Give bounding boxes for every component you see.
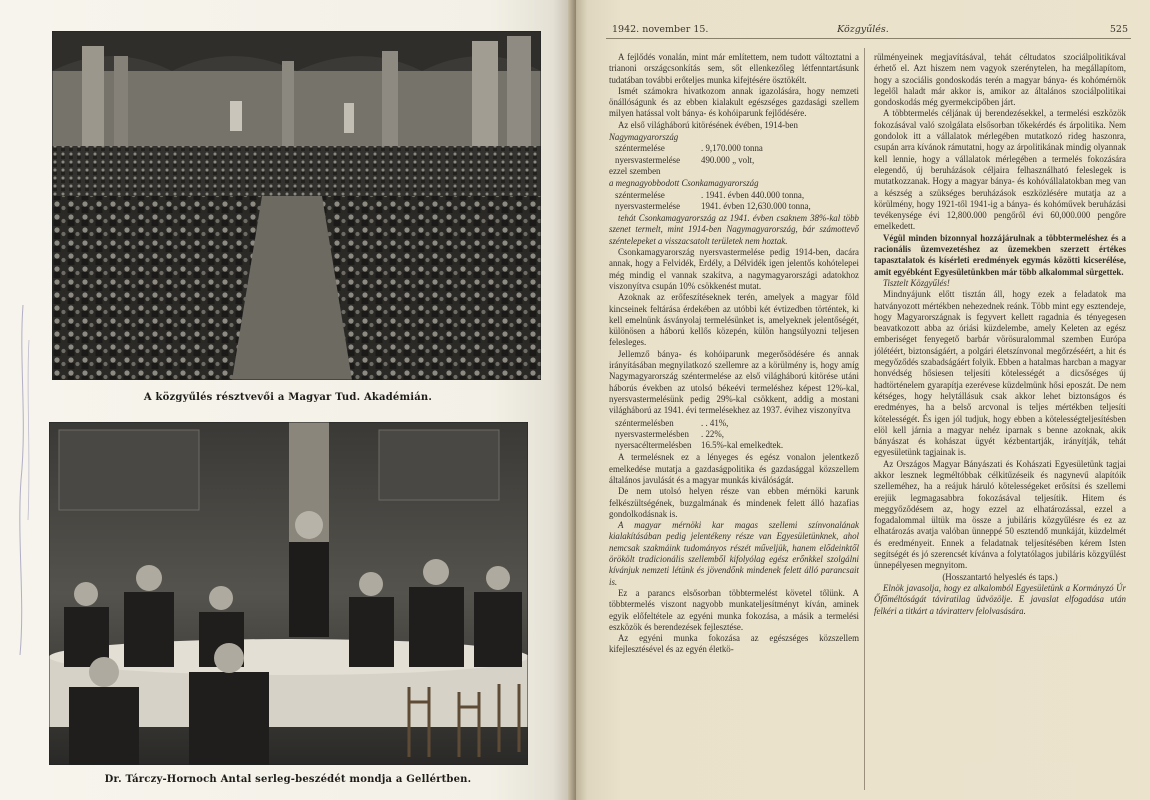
hall-photo-image xyxy=(52,31,541,380)
row-value: 16.5%-kal emelkedtek. xyxy=(701,440,784,451)
row-label: nyersvastermelésben xyxy=(615,428,689,439)
photo-hall-audience xyxy=(52,31,541,380)
photo-banquet-speech xyxy=(49,422,528,765)
paragraph: tehát Csonkamagyarország az 1941. évben csaknem 38%-kal több szenet termelt, mint 1914-ben Nagymagyarország, bár számottevő széntelepeket a visszacsatolt területek nem hoztak. xyxy=(609,213,859,246)
row-label: széntermelésben xyxy=(615,417,674,428)
row-label: széntermelése xyxy=(615,143,665,154)
row-label: nyersvastermelése xyxy=(615,154,681,165)
paragraph: Mindnyájunk előtt tisztán áll, hogy ezek a feladatok ma hatványozott mértékben nehezednek reánk. Több mint egy esztendeje, hogy Magyarországnak is fegyvert kellett ragadnia és tényegesen beavatkozott abba az óriási küzdelembe, amely Keleten az egész emberiséget fenyegető barbár vörösuralommal szemben Európa jólétéért, biztonságáért, a polgári életszínvonal megőrzéséért, a hit és megyőződés szabadságáért folyik. Ebben a hatalmas harcban a magyar honvédség hősiesen teljesíti kötelességét a dicsőséges új hadtörténelem gyarapítja ezerévese küzdelmünk hősi eposzát. De nem kétséges, hogy helytállásuk csak akkor lehet biztonságos és eredményes, ha a belső arcvonal is teljes mértékben teljesíti kötelességét. És igen jól tudjuk, hogy ebben a kötelességteljesítésben elöl kell járnia a magyar nehéz iparnak s benne azoknak, akik bányászat és kohászat ügyét kézbentartják, irányítják, tehát egyesületünk tagjainak is. xyxy=(874,289,1126,458)
paragraph: Ismét számokra hivatkozom annak igazolására, hogy nemzeti önállóságunk és az ebben kialakult egészséges gazdasági szellem milyen hatással volt bánya- és kohóiparunk fejlődésére. xyxy=(609,85,859,119)
paragraph: Az egyéni munka fokozása az egészséges közszellem kifejlesztésével és az egyén életkö- xyxy=(609,633,859,655)
text-column-right xyxy=(874,52,1126,792)
row-value: 1941. évben 12,630.000 tonna, xyxy=(701,200,811,211)
table-note: ezzel szemben xyxy=(609,165,661,176)
row-value: . 22%, xyxy=(701,428,724,439)
paragraph: Azoknak az erőfeszítéseknek terén, amelyek a magyar föld kincseinek feltárása érdekében az utóbbi két évtizedben történtek, ki kell emelnünk ásványolaj termelésünket is, amelyeknek jelentőségét, különösen a háború kellős közepén, külön hangsúlyozni teljesen felesleges. xyxy=(609,292,859,348)
paragraph: De nem utolsó helyen része van ebben mérnöki karunk felkészültségének, buzgalmának és mindenek felett álló hazafias gondolkodásnak is. xyxy=(609,486,859,519)
page-number: 525 xyxy=(1109,24,1128,35)
page-gutter-shadow xyxy=(568,0,576,800)
production-table-1914 xyxy=(609,132,859,177)
text-column-left xyxy=(609,52,859,792)
running-header-date: 1942. november 15. xyxy=(612,24,709,35)
paragraph: rülményeinek megjavításával, tehát céltudatos szociálpolitikával érhető el. Azt hiszem nem vagyok szerénytelen, ha megállapítom, hogy a szociális gondoskodás terén a magyar bánya- és kohómérnök legelől haladt már akkor is, amikor az általános szociálpolitikai gondoskodás még gyermekcipőben járt. xyxy=(874,52,1126,108)
table-row xyxy=(609,418,859,429)
salutation: Tisztelt Közgyűlés! xyxy=(883,277,950,288)
paragraph: Jellemző bánya- és kohóiparunk megerősödésére és annak irányításában megnyilatkozó szellemre az a körülmény is, hogy amíg Nagymagyarország széntermelése az első világháború kitörése utáni háborús években az utolsó békeévi termeléshez képest 12%-kal, nyersvastermelésünk pedig 29%-kal csökkent, addig a mostani világháború az 1941. évi termelésekhez az 1937. évihez viszonyítva xyxy=(609,348,859,416)
paragraph: A termelésnek ez a lényeges és egész vonalon jelentkező emelkedése mutatja a gazdaságpolitika és gazdasággal közszellem általános javulását és a magyar munkás kiválóságát. xyxy=(609,452,859,485)
column-divider xyxy=(864,48,865,790)
audience-reaction: (Hosszantartó helyeslés és taps.) xyxy=(942,571,1058,582)
growth-table xyxy=(609,418,859,452)
paragraph-bold: Végül minden bizonnyal hozzájárulnak a többtermeléshez és a racionális üzemvezetéshez az üzemekben szerzett értékes tapasztalatok és kísérleti eredmények egymás közötti kicserélése, amit egyébként Egyesületünkben már több alkalommal sürgettek. xyxy=(874,232,1126,277)
handwritten-margin-note xyxy=(9,300,35,660)
header-rule xyxy=(606,38,1131,39)
table-row xyxy=(609,201,859,212)
paragraph: A többtermelés céljának új berendezésekkel, a termelési eszközök fokozásával való szolgálata elsősorban tőkekérdés és árpolitika. Nem gondolok itt a vállalatok mérlegében mutatkozó rideg haszonra, csupán arra kívánok rámutatni, hogy az árpolitikának mindig olyannak kell lennie, hogy a vállalatok mérlegében a termelés fokozására elegendő, új beruházások céljaira felhasználható feleslegek is mutatkozzanak. Hogy a magyar bánya- és kohóvállalatokban meg van a készség a szükséges beruházások eszközlésére mutatja az a körülmény, hogy 1921-től 1941-ig a bánya- és kohóművek beruházási tevékenysége évi 12,800.000 pengőről évi 60,000.000 pengőre emelkedett. xyxy=(874,108,1126,232)
paragraph: Az Országos Magyar Bányászati és Kohászati Egyesületünk tagjai akkor lesznek legméltóbbak célkitűzéseik és nagynevű alapítóik szelleméhez, ha a reájuk háruló kötelességeket erősítsi és szellemi erejük legmagasabbra fokozásával teljesítik. Hitem és meggyőződésem az, hogy ezzel az elhatározással, ezzel a fogadalommal ültük ma össze a jubiláris közgyűlésre és ez az elhatározás avatja valóban ünneppé 50 esztendő munkáját, küzdelmét és eredményeit. Ennek a feladatnak teljesítésében kérem Isten segítségét és jó szerencsét kívánva a folytatólagos jubiláris közgyűlést ünnepélyesen megnyitom. xyxy=(874,458,1126,571)
row-value: 490.000 „ volt, xyxy=(701,154,755,165)
paragraph: A magyar mérnöki kar magas szellemi színvonalának kialakításában pedig jelentékeny része van Egyesületünknek, ahol nemcsak szakmáink tudományos részét műveljük, hanem elődeinktől örökölt tradicionális szellemből kifolyólag egész erőnkkel szolgálni kívánjuk nemzeti létünk és jövendőnk mindenek felett álló parancsait is. xyxy=(609,520,859,587)
table-row xyxy=(609,429,859,440)
row-value: . 1941. évben 440.000 tonna, xyxy=(701,189,805,200)
production-table-1941 xyxy=(609,178,859,212)
paragraph: Az első világháború kitörésének évében, 1914-ben xyxy=(618,119,798,130)
running-header-title: Közgyűlés. xyxy=(837,24,889,35)
right-page xyxy=(576,0,1150,800)
table-title: Nagymagyarország xyxy=(609,132,679,143)
row-label: nyersacéltermelésben xyxy=(615,440,692,451)
banquet-photo-image xyxy=(49,422,528,765)
paragraph: Elnök javasolja, hogy ez alkalomból Egyesületünk a Kormányzó Úr Őfőméltóságát táviratilag üdvözölje. E javaslat elfogadása után felkéri a titkárt a táviratterv felolvasására. xyxy=(874,582,1126,616)
row-label: nyersvastermelése xyxy=(615,200,681,211)
row-value: . . 41%, xyxy=(701,417,729,428)
paragraph: Ez a parancs elsősorban többtermelést követel tőlünk. A többtermelés viszont nagyobb munkateljesítményt kíván, aminek egyik előfeltétele az egyéni munka fokozása, a másik a termelési eszközök és berendezések fejlesztése. xyxy=(609,587,859,632)
paragraph: Csonkamagyarország nyersvastermelése pedig 1914-ben, dacára annak, hogy a Felvidék, Erdély, a Délvidék igen jelentős kohótelepei még mindig el vannak szakítva, a nagymagyarországi adatokhoz viszonyítva csupán 10% csökkenést mutat. xyxy=(609,247,859,291)
photo-caption-hall: A közgyűlés résztvevői a Magyar Tud. Akadémián. xyxy=(143,392,433,403)
photo-caption-banquet: Dr. Tárczy-Hornoch Antal serleg-beszédét mondja a Gellértben. xyxy=(104,774,472,785)
table-row xyxy=(609,190,859,201)
paragraph: A fejlődés vonalán, mint már említettem, nem tudott változtatni a trianoni országcsonkítás sem, sőt ellenkezőleg létfenntartásunk tudatában további erőteljes munka kifejtésére ösztökélt. xyxy=(609,52,859,85)
row-label: széntermelése xyxy=(615,189,665,200)
row-value: . 9,170.000 tonna xyxy=(701,143,763,154)
table-row xyxy=(609,143,859,154)
table-row xyxy=(609,155,859,166)
table-title: a megnagyobbodott Csonkamagyarország xyxy=(609,178,759,189)
table-row xyxy=(609,440,859,451)
